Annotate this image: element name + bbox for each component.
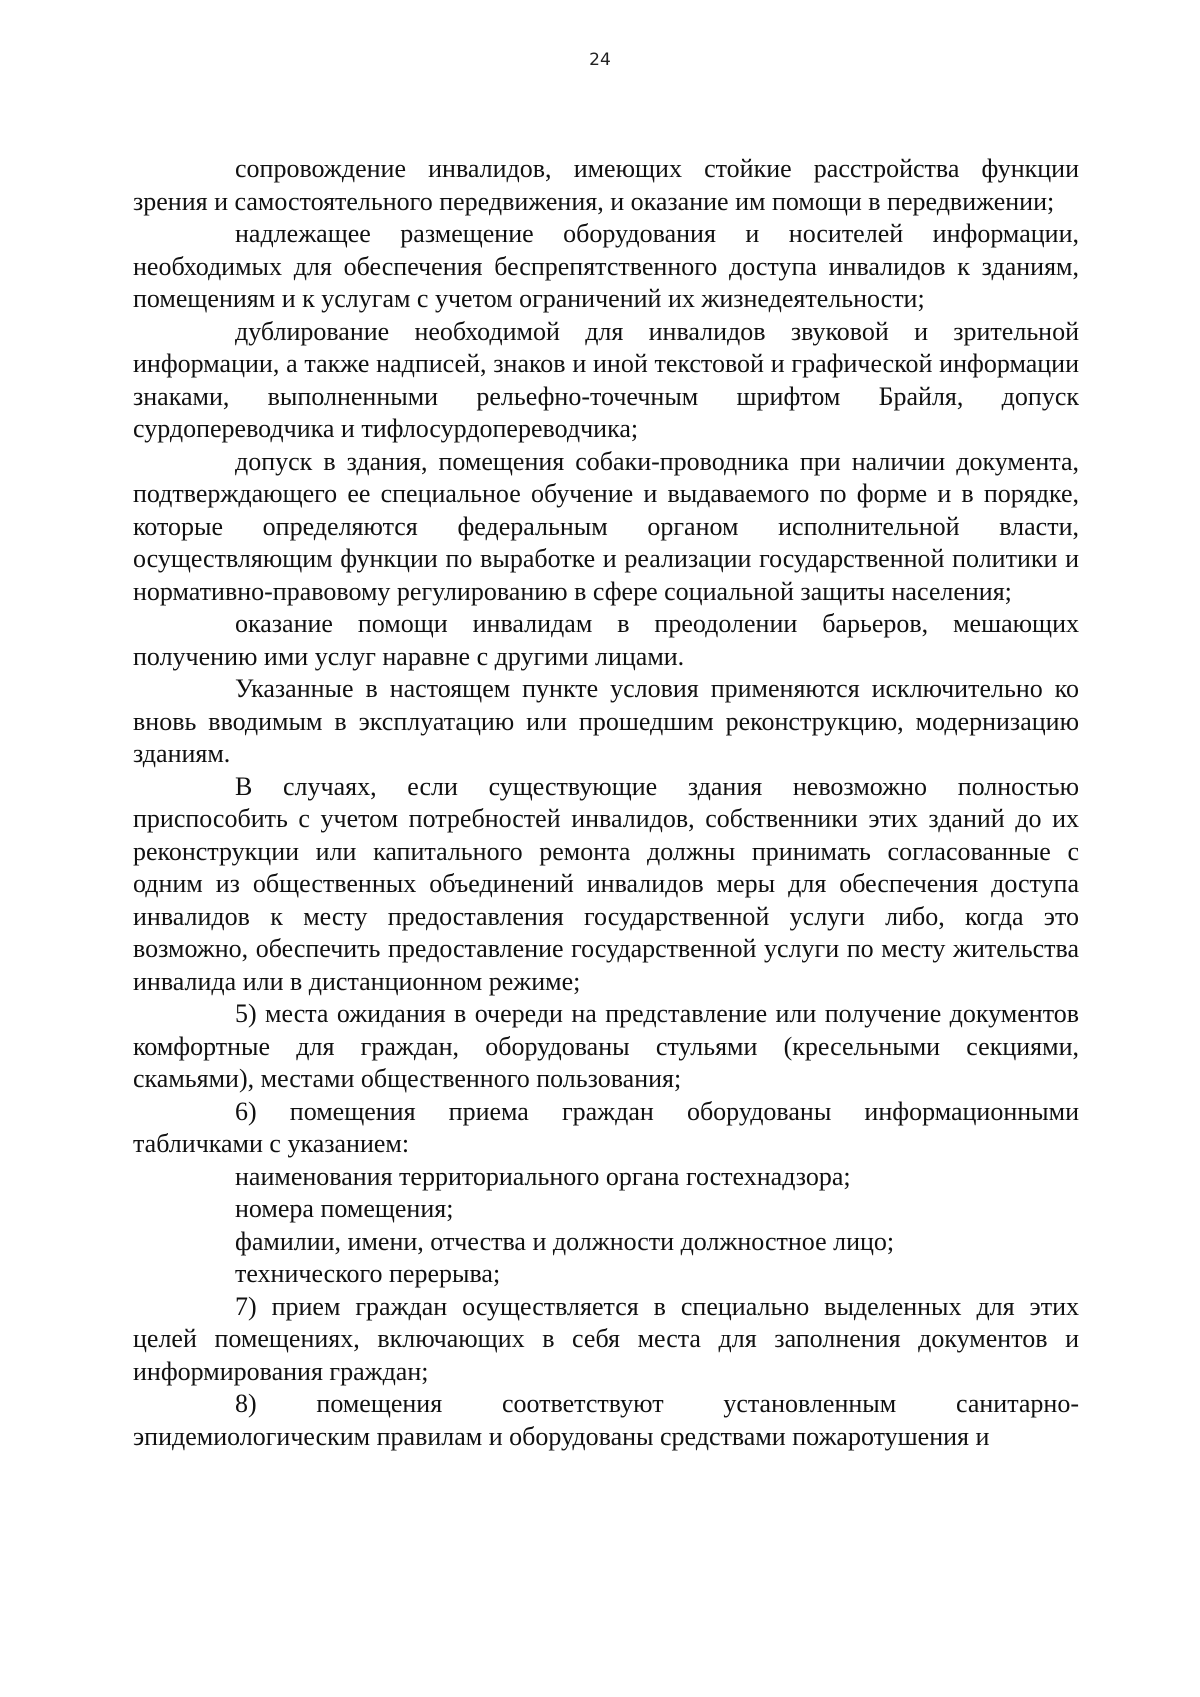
list-item: номера помещения; [235, 1194, 454, 1223]
paragraph: надлежащее размещение оборудования и носителей информации, необходимых для обеспечения беспрепятственного доступа инвалидов к зданиям, помещениям и к услугам с учетом ограничений их жизнедеятельности; [133, 219, 1079, 313]
paragraph: дублирование необходимой для инвалидов звуковой и зрительной информации, а также надписей, знаков и иной текстовой и графической информации знаками, выполненными рельефно-точечным шрифтом Брайля, допуск сурдопереводчика и тифлосурдопереводчика; [133, 316, 1079, 443]
list-item: фамилии, имени, отчества и должности должностное лицо; [235, 1226, 895, 1256]
page-number: 24 [589, 50, 611, 70]
paragraph: В случаях, если существующие здания невозможно полностью приспособить с учетом потребностей инвалидов, собственники этих зданий до их реконструкции или капитального ремонта должны принимать согласованные с одним из общественных объединений инвалидов меры для обеспечения доступа инвалидов к месту предоставления государственной услуги либо, когда это возможно, обеспечить предоставление государственной услуги по месту жительства инвалида или в дистанционном режиме; [133, 771, 1079, 996]
paragraph: оказание помощи инвалидам в преодолении барьеров, мешающих получению ими услуг наравне с другими лицами. [133, 609, 1079, 671]
paragraph: 8) помещения соответствуют установленным санитарно-эпидемиологическим правилам и оборудованы средствами пожаротушения и [133, 1389, 1079, 1451]
paragraph: 6) помещения приема граждан оборудованы информационными табличками с указанием: [133, 1096, 1079, 1158]
paragraph: сопровождение инвалидов, имеющих стойкие расстройства функции зрения и самостоятельного передвижения, и оказание им помощи в передвижении; [133, 154, 1079, 216]
list-item: технического перерыва; [235, 1259, 501, 1288]
paragraph: допуск в здания, помещения собаки-проводника при наличии документа, подтверждающего ее специальное обучение и выдаваемого по форме и в порядке, которые определяются федеральным органом исполнительной власти, осуществляющим функции по выработке и реализации государственной политики и нормативно-правовому регулированию в сфере социальной защиты населения; [133, 446, 1079, 606]
paragraph: 5) места ожидания в очереди на представление или получение документов комфортные для граждан, оборудованы стульями (кресельными секциями, скамьями), местами общественного пользования; [133, 999, 1079, 1093]
list-item: наименования территориального органа гостехнадзора; [235, 1161, 851, 1191]
paragraph: Указанные в настоящем пункте условия применяются исключительно ко вновь вводимым в эксплуатацию или прошедшим реконструкцию, модернизацию зданиям. [133, 674, 1079, 768]
paragraph: 7) прием граждан осуществляется в специально выделенных для этих целей помещениях, включающих в себя места для заполнения документов и информирования граждан; [133, 1291, 1079, 1386]
document-body [133, 153, 1079, 1453]
